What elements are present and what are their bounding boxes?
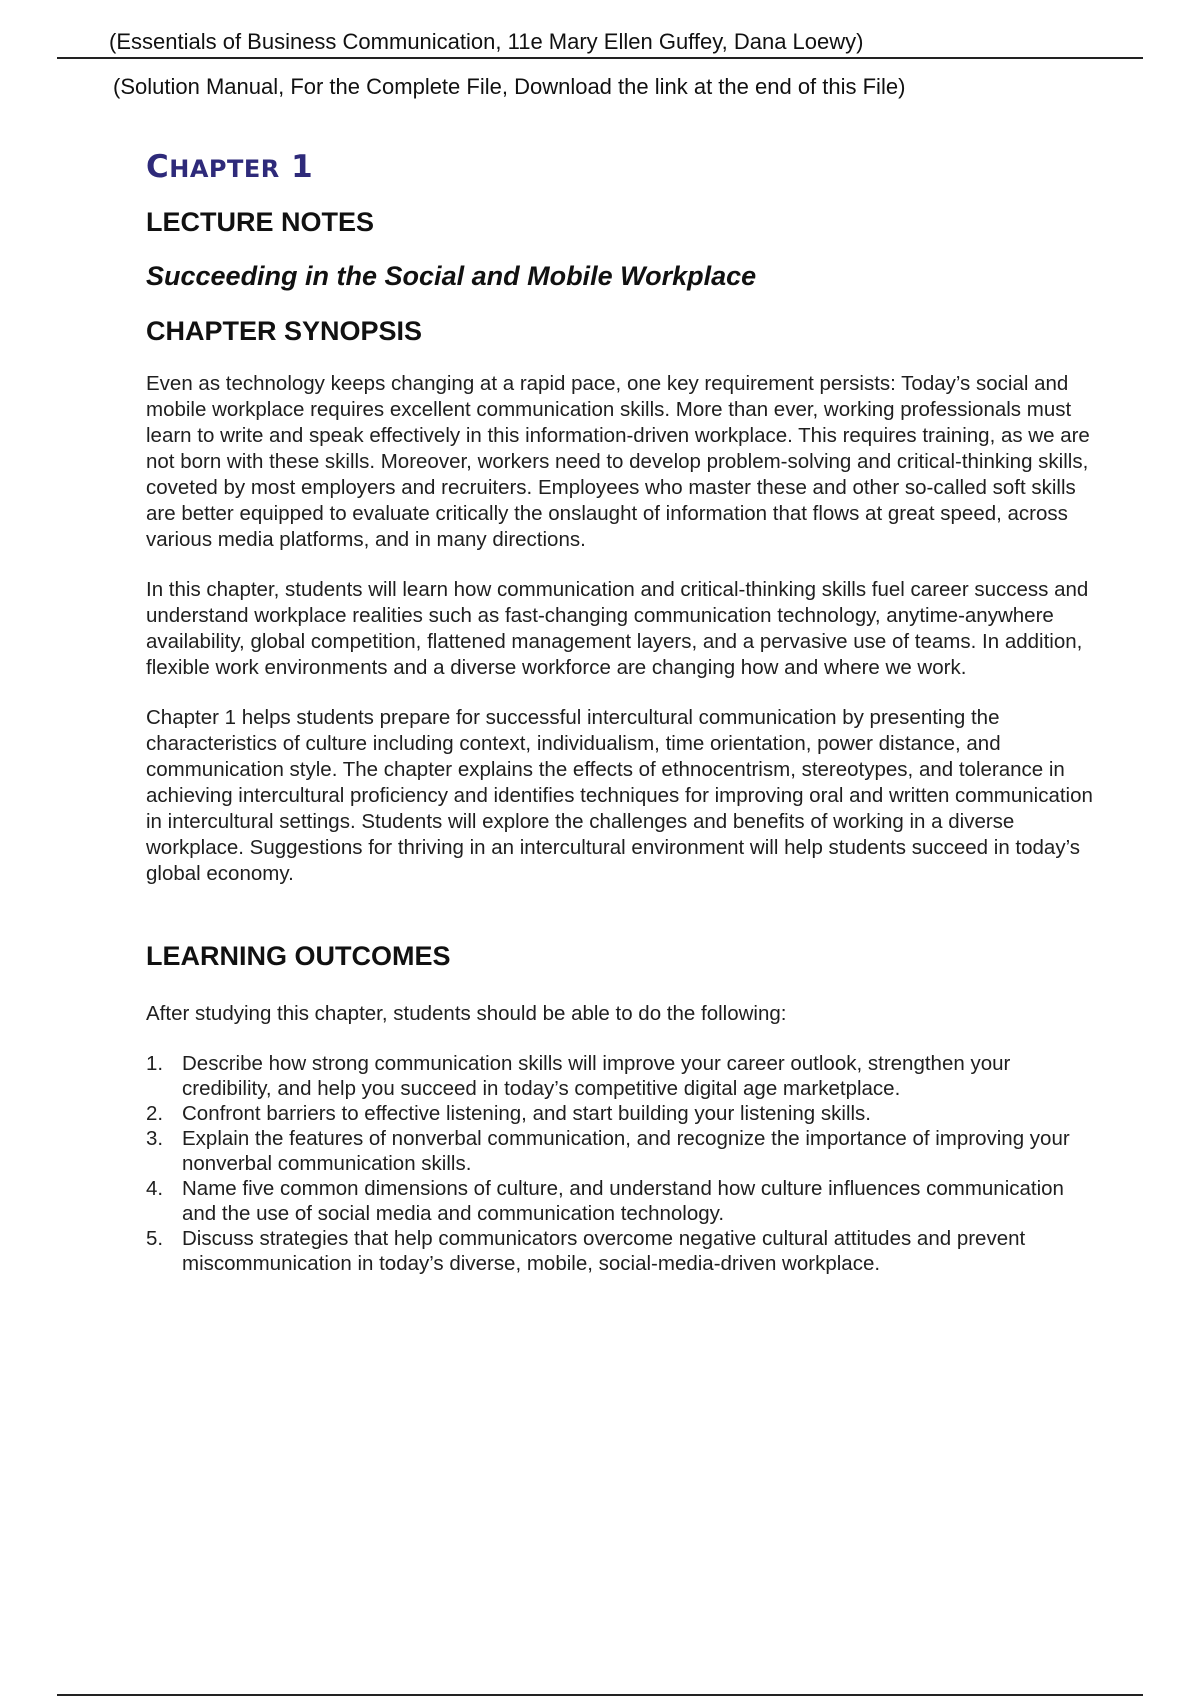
- chapter-label-initial: C: [146, 149, 170, 185]
- chapter-label: [146, 148, 1096, 188]
- document-body: [146, 148, 1096, 1276]
- learning-outcomes-intro: After studying this chapter, students should be able to do the following:: [146, 1002, 787, 1025]
- header-divider: [57, 57, 1143, 59]
- book-title-header: (Essentials of Business Communication, 11e Mary Ellen Guffey, Dana Loewy): [109, 29, 864, 54]
- list-item-text: Discuss strategies that help communicators overcome negative cultural attitudes and prevent miscommunication in today’s diverse, mobile, social-media-driven workplace.: [182, 1227, 1026, 1275]
- list-item-number: 3.: [146, 1127, 164, 1150]
- list-item-text: Describe how strong communication skills will improve your career outlook, strengthen your credibility, and help you succeed in today’s competitive digital age marketplace.: [182, 1052, 1011, 1100]
- lecture-notes-heading: LECTURE NOTES: [146, 207, 375, 237]
- list-item-text: Explain the features of nonverbal communication, and recognize the importance of improving your nonverbal communication skills.: [182, 1127, 1070, 1175]
- learning-outcomes-list: [146, 1051, 1096, 1276]
- footer-divider: [57, 1694, 1143, 1696]
- synopsis-heading: CHAPTER SYNOPSIS: [146, 316, 423, 346]
- chapter-number: 1: [291, 149, 314, 185]
- list-item-number: 5.: [146, 1227, 164, 1250]
- synopsis-paragraph: In this chapter, students will learn how communication and critical-thinking skills fuel career success and understand workplace realities such as fast-changing communication technology, anytime-anywhere availability, global competition, flattened management layers, and a pervasive use of teams. In addition, flexible work environments and a diverse workforce are changing how and where we work.: [146, 578, 1089, 679]
- learning-outcomes-heading: LEARNING OUTCOMES: [146, 941, 451, 971]
- list-item-number: 1.: [146, 1052, 164, 1075]
- synopsis-paragraph: Chapter 1 helps students prepare for successful intercultural communication by presenting the characteristics of culture including context, individualism, time orientation, power distance, and communication style. The chapter explains the effects of ethnocentrism, stereotypes, and tolerance in achieving intercultural proficiency and identifies techniques for improving oral and written communication in intercultural settings. Students will explore the challenges and benefits of working in a diverse workplace. Suggestions for thriving in an intercultural environment will help students succeed in today’s global economy.: [146, 706, 1093, 885]
- chapter-label-rest: HAPTER: [169, 155, 280, 183]
- chapter-subtitle: Succeeding in the Social and Mobile Workplace: [146, 261, 757, 291]
- list-item-text: Name five common dimensions of culture, and understand how culture influences communication and the use of social media and communication technology.: [182, 1177, 1064, 1225]
- list-item-text: Confront barriers to effective listening, and start building your listening skills.: [182, 1102, 871, 1125]
- solution-manual-note: (Solution Manual, For the Complete File, Download the link at the end of this File): [113, 74, 906, 99]
- list-item-number: 4.: [146, 1177, 164, 1200]
- list-item: [146, 1101, 1096, 1126]
- list-item: [146, 1126, 1096, 1176]
- list-item: [146, 1226, 1096, 1276]
- list-item-number: 2.: [146, 1102, 164, 1125]
- list-item: [146, 1051, 1096, 1101]
- page-header: [57, 28, 1143, 101]
- list-item: [146, 1176, 1096, 1226]
- synopsis-paragraph: Even as technology keeps changing at a rapid pace, one key requirement persists: Today’s social and mobile workplace requires excellent communication skills. More than ever, working professionals must learn to write and speak effectively in this information-driven workplace. This requires training, as we are not born with these skills. Moreover, workers need to develop problem-solving and critical-thinking skills, coveted by most employers and recruiters. Employees who master these and other so-called soft skills are better equipped to evaluate critically the onslaught of information that flows at great speed, across various media platforms, and in many directions.: [146, 372, 1090, 551]
